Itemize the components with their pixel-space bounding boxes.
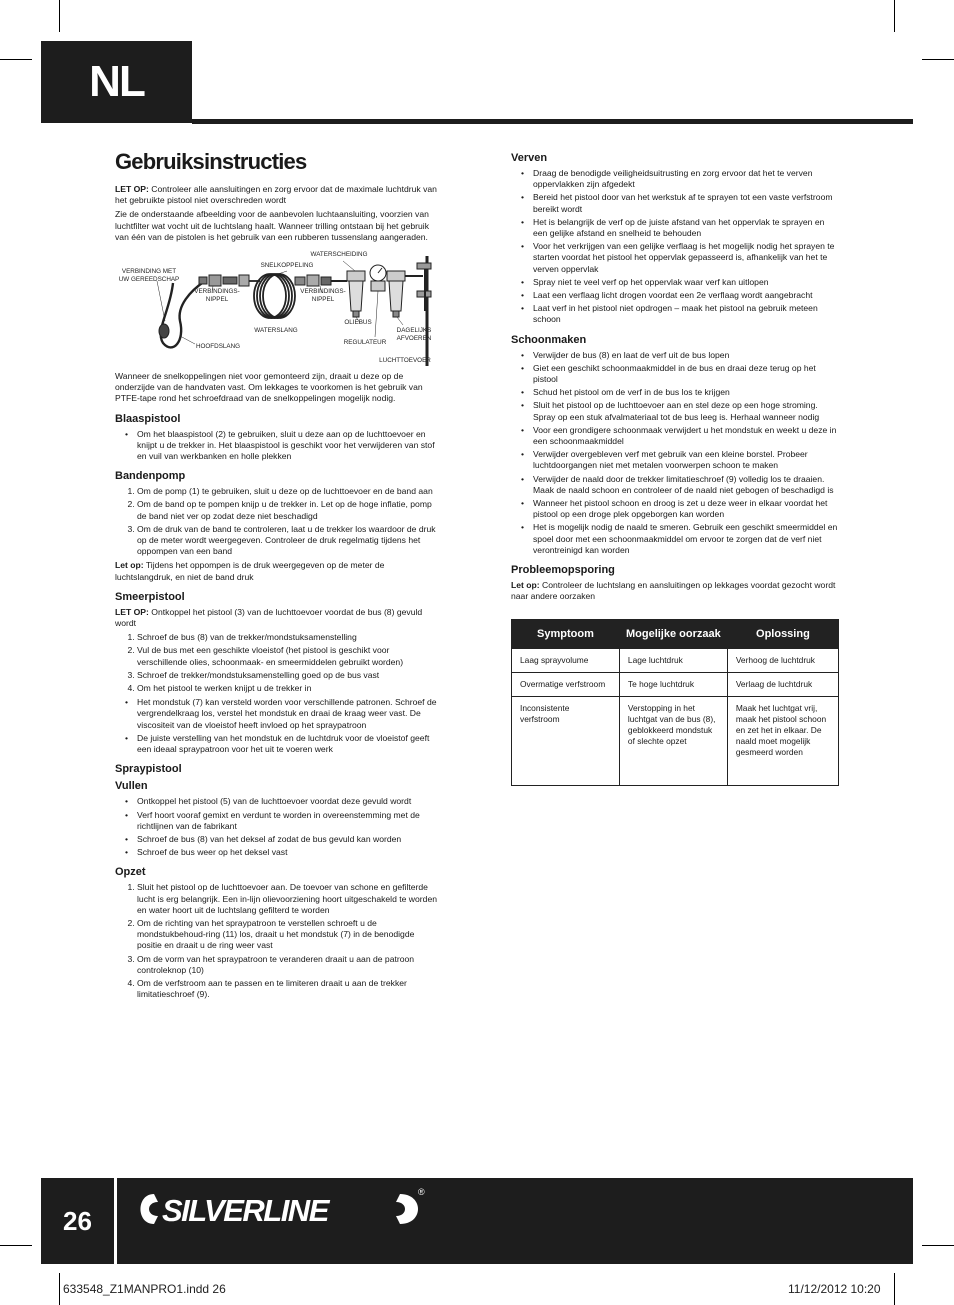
language-code: NL bbox=[89, 57, 144, 106]
list-item: 2. Vul de bus met een geschikte vloeistof (het pistool is geschikt voor verschillende olies, schoonmaak- en smeermiddelen gebruikt worden) bbox=[137, 645, 441, 667]
table-row bbox=[512, 672, 839, 696]
table-cell: Laag sprayvolume bbox=[512, 648, 620, 672]
intro-warning bbox=[115, 184, 441, 206]
brand-logo-text: SILVERLINE bbox=[162, 1193, 328, 1228]
crop-mark bbox=[59, 0, 60, 32]
list-item: • Giet een geschikt schoonmaakmiddel in de bus en draai deze terug op het pistool bbox=[533, 363, 839, 385]
list-item: • Het is belangrijk de verf op de juiste afstand van het oppervlak te sprayen en een gelijke afstand en snelheid te behouden bbox=[533, 217, 839, 239]
table-row bbox=[512, 696, 839, 785]
list-item: • Laat verf in het pistool niet opdrogen – maak het pistool na gebruik meteen schoon bbox=[533, 303, 839, 325]
list-item: • Schud het pistool om de verf in de bus los te krijgen bbox=[533, 387, 839, 398]
list-item: • Voor een grondigere schoonmaak verwijdert u het mondstuk en weekt u deze in een schoonmaakmiddel bbox=[533, 425, 839, 447]
list-item: • Ontkoppel het pistool (5) van de luchttoevoer voordat deze gevuld wordt bbox=[137, 796, 441, 807]
page-title: Gebruiksinstructies bbox=[115, 149, 307, 174]
list-item: • Draag de benodigde veiligheidsuitrusting en zorg ervoor dat het te verven oppervlakken zijn afgedekt bbox=[533, 168, 839, 190]
column-header-solution: Oplossing bbox=[727, 619, 838, 648]
table-cell: Verlaag de luchtdruk bbox=[727, 672, 838, 696]
list-item: • Verwijder de naald door de trekker limitatieschroef (9) volledig los te draaien. Maak de naald schoon en controleer of de naald niet gebogen of beschadigd is bbox=[533, 474, 839, 496]
air-connection-diagram bbox=[115, 251, 441, 371]
crop-mark bbox=[922, 59, 954, 60]
table-row bbox=[512, 648, 839, 672]
table-cell: Verhoog de luchtdruk bbox=[727, 648, 838, 672]
diagram-label-water-hose: WATERSLANG bbox=[254, 327, 298, 335]
list-item: • Om het blaaspistool (2) te gebruiken, sluit u deze aan op de luchttoevoer en knijpt u de trekker in. Het blaaspistool is geschikt voor het verwijderen van stof en vuil van werkbanken en holle plekken bbox=[137, 429, 441, 463]
list-item: • Verwijder de bus (8) en laat de verf uit de bus lopen bbox=[533, 350, 839, 361]
registered-mark: ® bbox=[418, 1187, 425, 1197]
list-item: 2. Om de band op te pompen knijp u de trekker in. Let op de hoge inflatie, pomp de band niet ver op zodat deze niet beschadigd bbox=[137, 499, 441, 521]
column-header-symptom: Symptoom bbox=[512, 619, 620, 648]
list-item: • Spray niet te veel verf op het oppervlak waar verf kan uitlopen bbox=[533, 277, 839, 288]
section-title-bandenpomp: Bandenpomp bbox=[115, 470, 186, 483]
smeerpistool-bullets bbox=[115, 697, 441, 755]
table-header-row bbox=[512, 619, 839, 648]
list-item: 2. Om de richting van het spraypatroon te verstellen schroeft u de mondstukbehoud-ring (11) los, draait u het mondstuk (7) in de benodigde positie en draait u de ring weer vast bbox=[137, 918, 441, 952]
diagram-label-regulator: REGULATEUR bbox=[343, 339, 387, 347]
list-item: • Schroef de bus weer op het deksel vast bbox=[137, 847, 441, 858]
diagram-label-oil-reservoir: OLIEBUS bbox=[344, 319, 372, 327]
list-item: • De juiste verstelling van het mondstuk en de luchtdruk voor de vloeistof geeft een ideaal spraypatroon voor het uit te voeren werk bbox=[137, 733, 441, 755]
after-diagram-paragraph: Wanneer de snelkoppelingen niet voor gemonteerd zijn, draait u deze op de onderzijde van de handvaten vast. Om lekkages te voorkomen is het gebruik van PTFE-tape rond het schroefdraad van de snelkoppelingen mogelijk nodig. bbox=[115, 371, 423, 404]
header-rule bbox=[192, 119, 913, 124]
print-slug-filename: 633548_Z1MANPRO1.indd 26 bbox=[63, 1282, 226, 1296]
list-item: • Bereid het pistool door van het werkstuk af te sprayen tot een vaste verfstroom bereikt wordt bbox=[533, 192, 839, 214]
diagram-label-nipple-2: VERBINDINGS- NIPPEL bbox=[300, 288, 346, 303]
crop-mark bbox=[59, 1273, 60, 1305]
crop-mark bbox=[0, 59, 32, 60]
footer-divider bbox=[114, 1178, 117, 1264]
smeerpistool-note bbox=[115, 607, 441, 629]
diagram-label-water-separator: WATERSCHEIDING bbox=[310, 251, 368, 259]
list-item: • Verwijder overgebleven verf met gebruik van een kleine borstel. Probeer luchtdoorgangen niet met metalen voorwerpen schoon te maken bbox=[533, 449, 839, 471]
table-cell: Lage luchtdruk bbox=[619, 648, 727, 672]
list-item: 4. Om de verfstroom aan te passen en te limiteren draait u aan de trekker limitatieschroef (9). bbox=[137, 978, 441, 1000]
diagram-label-daily-drain: DAGELIJKS AFVOEREN bbox=[396, 327, 432, 342]
list-item: 1. Om de pomp (1) te gebruiken, sluit u deze op de luchttoevoer en de band aan bbox=[137, 486, 441, 497]
diagram-label-air-supply: LUCHTTOEVOER bbox=[379, 357, 431, 365]
section-title-schoonmaken: Schoonmaken bbox=[511, 333, 587, 346]
section-title-verven: Verven bbox=[511, 152, 548, 164]
note-text: Tijdens het oppompen is de druk weergegeven op de meter de luchtslangdruk, en niet de band druk bbox=[115, 560, 385, 582]
note-label: Let op: bbox=[511, 580, 540, 591]
list-item: • Voor het verkrijgen van een gelijke verflaag is het mogelijk nodig het sprayen te starten voordat het pistool het oppervlak gepasseerd is, afhankelijk van het te verven oppervlak bbox=[533, 241, 839, 275]
table-cell: Te hoge luchtdruk bbox=[619, 672, 727, 696]
note-text: Ontkoppel het pistool (3) van de luchttoevoer voordat de bus (8) gevuld wordt bbox=[115, 606, 423, 629]
bandenpomp-note bbox=[115, 560, 441, 582]
list-item: 3. Schroef de trekker/mondstuksamenstelling goed op de bus vast bbox=[137, 670, 441, 681]
list-item: 1. Schroef de bus (8) van de trekker/mondstuksamenstelling bbox=[137, 632, 441, 643]
section-title-opzet: Opzet bbox=[115, 866, 146, 879]
column-header-cause: Mogelijke oorzaak bbox=[619, 619, 727, 648]
list-item: • Schroef de bus (8) van het deksel af zodat de bus gevuld kan worden bbox=[137, 834, 441, 845]
crop-mark bbox=[894, 0, 895, 32]
diagram-label-tool-connection: VERBINDING MET UW GEREEDSCHAP bbox=[118, 268, 180, 283]
schoonmaken-list bbox=[511, 350, 839, 556]
note-label: Let op: bbox=[115, 560, 144, 571]
brand-logo-mark bbox=[132, 1186, 432, 1232]
page-number: 26 bbox=[63, 1205, 92, 1236]
diagram-label-main-hose: HOOFDSLANG bbox=[195, 343, 241, 351]
list-item: • Het mondstuk (7) kan versteld worden voor verschillende patronen. Schroef de vergrendelkraag los, verstel het mondstuk en draai de kraag weer vast. De viscositeit van de vloeistof heeft invloed op het spraypatroon bbox=[137, 697, 441, 731]
list-item: 3. Om de druk van de band te controleren, laat u de trekker los waardoor de druk op de meter wordt weergegeven. Controleer de druk regelmatig tijdens het oppompen van een band bbox=[137, 524, 441, 558]
list-item: • Wanneer het pistool schoon en droog is zet u deze weer in elkaar voordat het pistool op een droge plek opgeborgen kan worden bbox=[533, 498, 839, 520]
note-text: Controleer de luchtslang en aansluitingen op lekkages voordat gezocht wordt naar andere oorzaken bbox=[511, 580, 836, 602]
probleemopsporing-note bbox=[511, 580, 839, 602]
section-title-spraypistool: Spraypistool bbox=[115, 763, 182, 776]
verven-list bbox=[511, 168, 839, 326]
bandenpomp-steps bbox=[115, 486, 441, 557]
crop-mark bbox=[894, 1273, 895, 1305]
blaaspistool-list bbox=[115, 429, 441, 463]
list-item: 3. Om de vorm van het spraypatroon te veranderen draait u aan de patroon controleknop (10) bbox=[137, 954, 441, 976]
list-item: • Het is mogelijk nodig de naald te smeren. Gebruik een geschikt smeermiddel en spoel door met een schoonmaakmiddel om ervoor te zorgen dat de verf niet verontreinigd kan worden bbox=[533, 522, 839, 556]
section-title-smeerpistool: Smeerpistool bbox=[115, 590, 185, 603]
print-slug-date: 11/12/2012 10:20 bbox=[788, 1282, 881, 1296]
vullen-list bbox=[115, 796, 441, 858]
list-item: 4. Om het pistool te werken knijpt u de trekker in bbox=[137, 683, 441, 694]
diagram-label-nipple-1: VERBINDINGS- NIPPEL bbox=[194, 288, 240, 303]
diagram-label-quick-coupling: SNELKOPPELING bbox=[260, 262, 314, 270]
table-cell: Maak het luchtgat vrij, maak het pistool schoon en zet het in elkaar. De naald moet mogelijk gesmeerd worden bbox=[727, 696, 838, 785]
smeerpistool-steps bbox=[115, 632, 441, 694]
troubleshooting-table bbox=[511, 619, 839, 786]
section-title-probleemopsporing: Probleemopsporing bbox=[511, 564, 615, 577]
silverline-logo bbox=[132, 1186, 432, 1232]
list-item: • Verf hoort vooraf gemixt en verdunt te worden in overeenstemming met de richtlijnen van de fabrikant bbox=[137, 810, 441, 832]
intro-paragraph: Zie de onderstaande afbeelding voor de aanbevolen luchtaansluiting, voorzien van luchtfilter wat vocht uit de luchtslang haalt. Wanneer trilling ontstaan bij het gebruik van één van de pistolen is het gebruik van een rubberen tussenslang aangeraden. bbox=[115, 209, 430, 242]
crop-mark bbox=[0, 1245, 32, 1246]
warning-text: Controleer alle aansluitingen en zorg ervoor dat de maximale luchtdruk van het gebruikte pistool niet overschreden wordt bbox=[115, 184, 437, 206]
left-column bbox=[115, 148, 441, 1003]
table-cell: Overmatige verfstroom bbox=[512, 672, 620, 696]
crop-mark bbox=[922, 1245, 954, 1246]
note-label: LET OP: bbox=[115, 606, 149, 617]
warning-label: LET OP: bbox=[115, 184, 149, 194]
section-title-blaaspistool: Blaaspistool bbox=[115, 412, 181, 425]
list-item: 1. Sluit het pistool op de luchttoevoer aan. De toevoer van schone en gefilterde lucht is erg belangrijk. Een in-lijn olievoorziening hoort uitgeschakeld te worden en water hoort uit de luchtslang gefilterd te worden bbox=[137, 882, 441, 916]
right-column bbox=[511, 148, 839, 786]
opzet-steps bbox=[115, 882, 441, 1000]
table-cell: Verstopping in het luchtgat van de bus (8), geblokkeerd mondstuk of slechte opzet bbox=[619, 696, 727, 785]
list-item: • Laat een verflaag licht drogen voordat een 2e verflaag wordt aangebracht bbox=[533, 290, 839, 301]
table-cell: Inconsistente verfstroom bbox=[512, 696, 620, 785]
section-title-vullen: Vullen bbox=[115, 780, 148, 793]
list-item: • Sluit het pistool op de luchttoevoer aan en stel deze op een hoge stroming. Spray op een stuk afvalmateriaal tot de bus leeg is. Herhaal wanneer nodig bbox=[533, 400, 839, 422]
language-badge bbox=[41, 41, 192, 123]
